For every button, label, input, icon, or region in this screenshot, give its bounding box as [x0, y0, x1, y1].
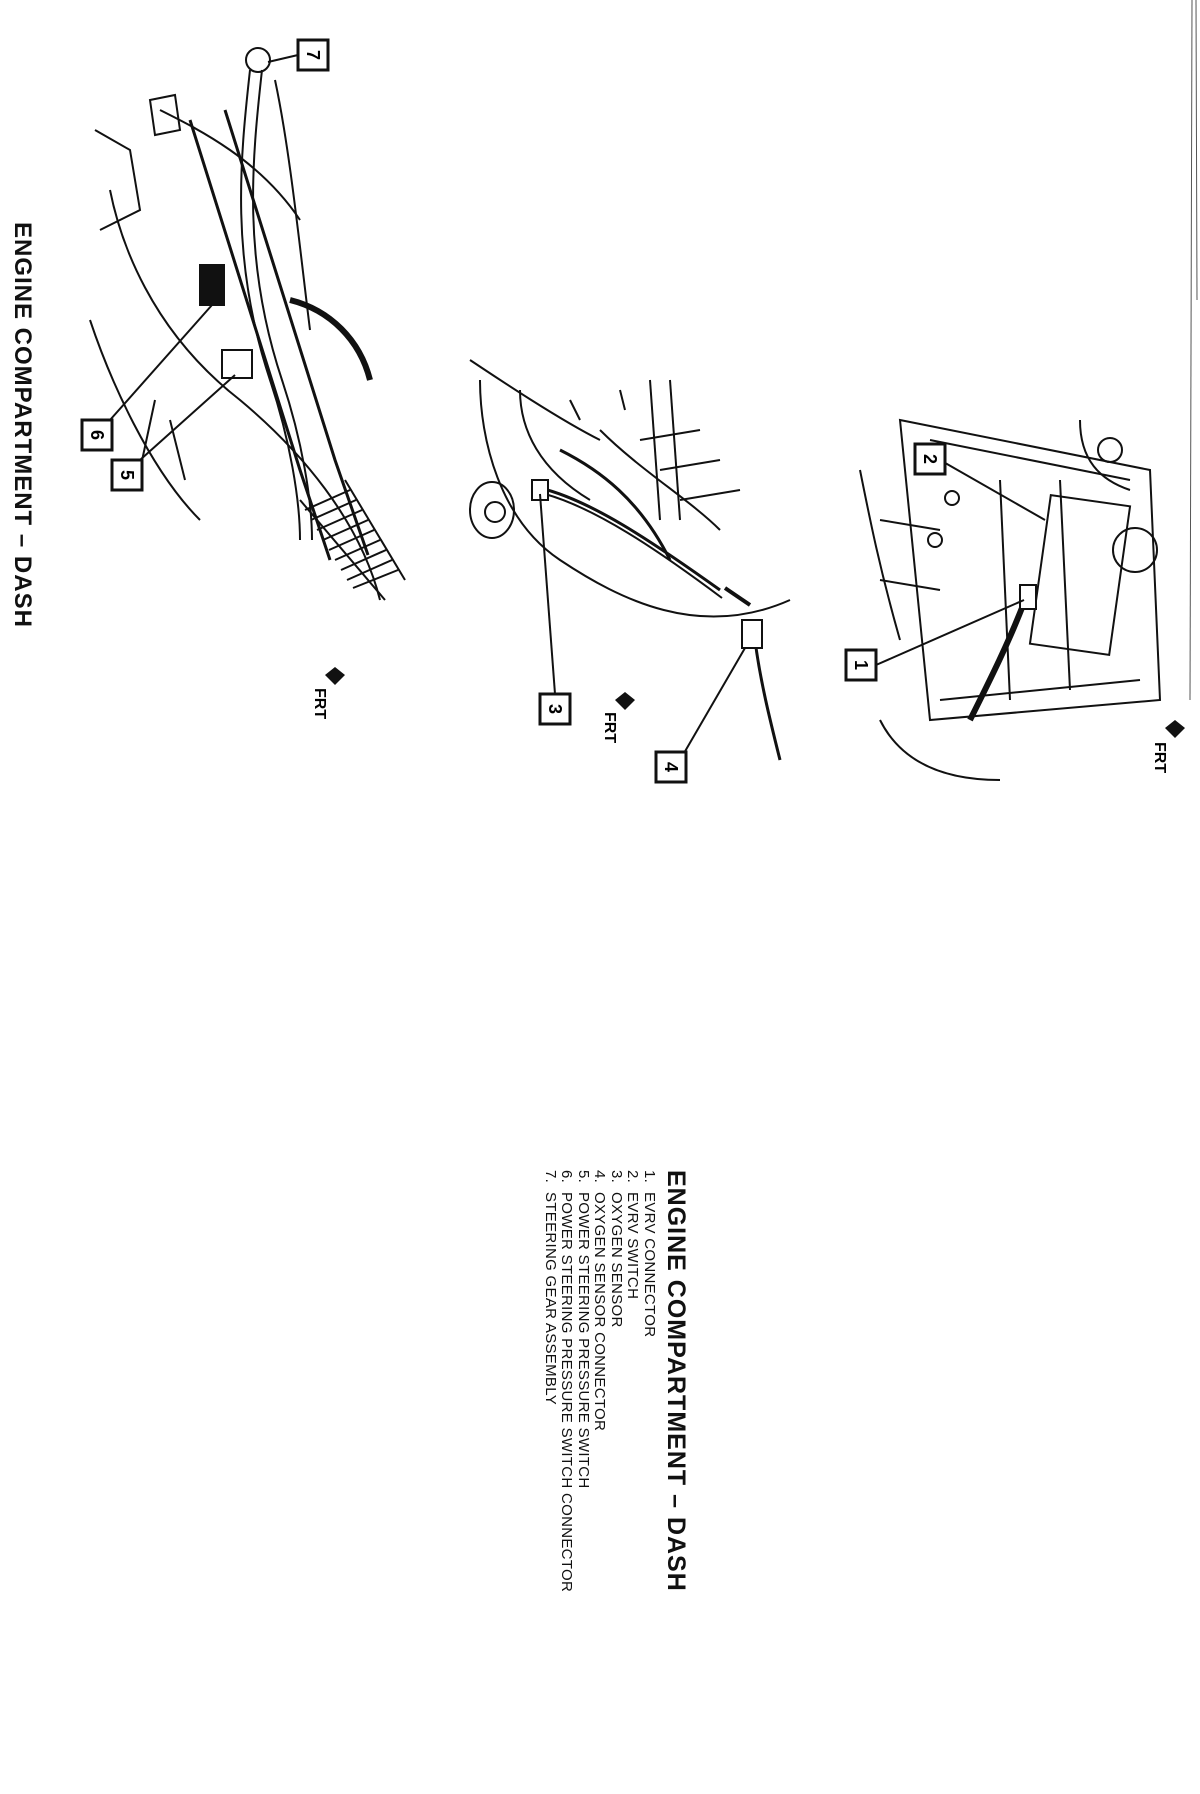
callout-boxes [82, 40, 945, 782]
svg-text:1: 1 [851, 659, 871, 671]
legend-item-number: 4. [591, 1170, 609, 1184]
legend-item-number: 5. [575, 1170, 592, 1184]
legend-item-label: EVRV SWITCH [624, 1192, 642, 1300]
svg-text:7: 7 [303, 49, 323, 61]
steering-gear-view [90, 48, 405, 600]
callout-5 [112, 460, 142, 490]
svg-text:2: 2 [920, 453, 940, 465]
legend-item-number: 1. [641, 1170, 658, 1184]
legend-item-label: OXYGEN SENSOR [608, 1192, 625, 1328]
scan-edge [1190, 0, 1197, 700]
front-arrow-steering [311, 667, 345, 719]
legend-title: ENGINE COMPARTMENT – DASH [662, 1170, 690, 1592]
svg-text:3: 3 [545, 703, 565, 715]
evrv-view [860, 420, 1160, 780]
legend-item-label: STEERING GEAR ASSEMBLY [542, 1192, 559, 1406]
legend-item-number: 6. [558, 1170, 576, 1184]
legend-item-label: EVRV CONNECTOR [641, 1192, 658, 1338]
legend-item-label: POWER STEERING PRESSURE SWITCH CONNECTOR [558, 1192, 576, 1593]
svg-text:6: 6 [87, 429, 107, 441]
front-arrow-evrv [1151, 720, 1185, 773]
svg-text:FRT: FRT [1151, 742, 1168, 774]
legend-item-label: OXYGEN SENSOR CONNECTOR [591, 1192, 609, 1432]
front-arrows [311, 667, 1185, 773]
svg-text:4: 4 [661, 761, 681, 773]
callout-7 [298, 40, 328, 70]
front-arrow-oxygen [601, 692, 635, 743]
callout-1 [846, 650, 876, 680]
callout-4 [656, 752, 686, 782]
callout-6 [82, 420, 112, 450]
svg-text:FRT: FRT [311, 688, 328, 720]
legend-item-number: 3. [608, 1170, 625, 1184]
svg-text:FRT: FRT [601, 712, 618, 744]
legend-item-number: 2. [624, 1170, 642, 1184]
legend-item-label: POWER STEERING PRESSURE SWITCH [575, 1192, 592, 1489]
legend-item-number: 7. [542, 1170, 559, 1184]
callout-3 [540, 694, 570, 724]
page-title: ENGINE COMPARTMENT – DASH [9, 222, 36, 628]
callout-2 [915, 444, 945, 474]
svg-text:5: 5 [117, 469, 137, 481]
